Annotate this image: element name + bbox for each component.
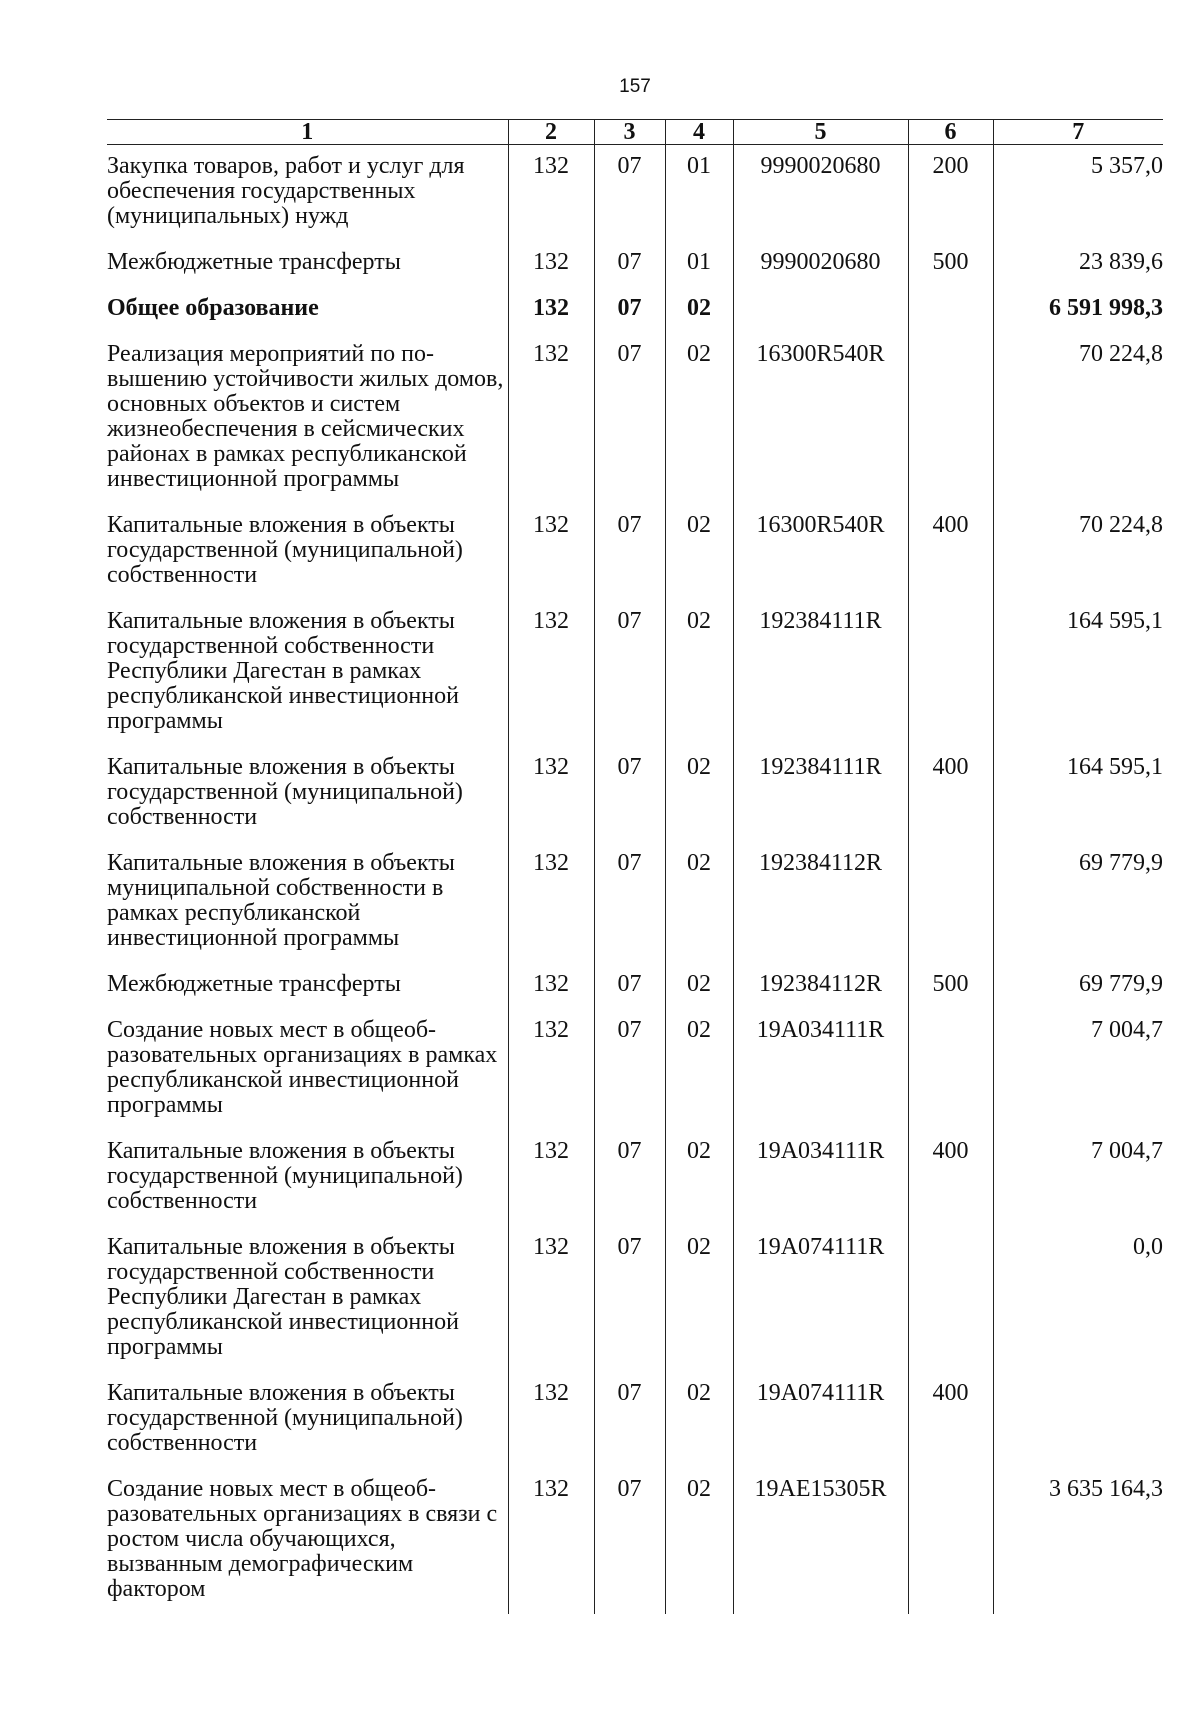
row-amount: 70 224,8 [993,504,1163,600]
row-code-2: 132 [508,963,594,1009]
row-name: Создание новых мест в общеобразовательных организациях в связи с ростом числа обучающихся, вызванным демографическим фактором [107,1476,498,1602]
row-amount: 164 595,1 [993,746,1163,842]
table-row [107,145,1163,242]
row-code-2: 132 [508,145,594,242]
row-amount [993,1372,1163,1468]
row-name: Капитальные вложения в объекты государственной (муниципальной) собственности [107,1380,463,1456]
column-header-6: 6 [908,120,993,145]
row-code-3: 07 [594,746,665,842]
row-amount: 7 004,7 [993,1009,1163,1130]
table-row [107,746,1163,842]
column-header-3: 3 [594,120,665,145]
table-row [107,1226,1163,1372]
column-header-7: 7 [993,120,1163,145]
budget-table [107,119,1163,1614]
row-code-4: 02 [665,842,733,963]
row-code-3: 07 [594,1226,665,1372]
row-amount: 69 779,9 [993,963,1163,1009]
table-row [107,241,1163,287]
row-code-5: 19A074111R [733,1372,908,1468]
row-code-3: 07 [594,1468,665,1614]
row-code-6: 500 [908,241,993,287]
row-code-6: 200 [908,145,993,242]
row-code-4: 01 [665,145,733,242]
row-code-2: 132 [508,600,594,746]
row-amount: 164 595,1 [993,600,1163,746]
row-code-4: 02 [665,1468,733,1614]
table-row [107,333,1163,504]
row-code-3: 07 [594,842,665,963]
row-amount: 3 635 164,3 [993,1468,1163,1614]
row-code-2: 132 [508,842,594,963]
row-amount: 70 224,8 [993,333,1163,504]
row-name: Капитальные вложения в объекты муниципальной собственности в рамках республиканской инвестиционной программы [107,850,455,951]
row-amount: 5 357,0 [993,145,1163,242]
row-code-4: 02 [665,1009,733,1130]
table-row [107,1468,1163,1614]
row-code-4: 02 [665,1226,733,1372]
table-row [107,504,1163,600]
row-code-5: 19A034111R [733,1009,908,1130]
row-name: Создание новых мест в общеобразовательных организациях в рамках республиканской инвестиционной программы [107,1017,498,1118]
row-code-3: 07 [594,1130,665,1226]
row-code-2: 132 [508,1226,594,1372]
row-code-6 [908,1468,993,1614]
row-code-4: 02 [665,1372,733,1468]
row-code-6 [908,600,993,746]
row-code-3: 07 [594,600,665,746]
row-code-5: 192384111R [733,600,908,746]
row-code-3: 07 [594,287,665,333]
row-code-6 [908,1009,993,1130]
row-code-4: 02 [665,600,733,746]
row-code-2: 132 [508,1372,594,1468]
row-code-5: 19AE15305R [733,1468,908,1614]
row-code-2: 132 [508,746,594,842]
row-name: Межбюджетные трансферты [107,971,401,997]
row-code-4: 02 [665,963,733,1009]
row-name: Капитальные вложения в объекты государственной собственности Республики Дагестан в рамках республиканской инвестиционной программы [107,1234,459,1360]
table-row [107,1372,1163,1468]
row-code-2: 132 [508,333,594,504]
row-code-2: 132 [508,1009,594,1130]
row-code-6: 400 [908,1130,993,1226]
row-code-4: 01 [665,241,733,287]
row-code-2: 132 [508,241,594,287]
column-header-1: 1 [107,120,508,145]
table-row [107,1130,1163,1226]
row-code-3: 07 [594,333,665,504]
header-row [107,120,1163,145]
row-name: Капитальные вложения в объекты государственной собственности Республики Дагестан в рамках республиканской инвестиционной программы [107,608,459,734]
row-amount: 7 004,7 [993,1130,1163,1226]
row-code-4: 02 [665,1130,733,1226]
row-code-4: 02 [665,746,733,842]
row-name: Капитальные вложения в объекты государственной (муниципальной) собственности [107,512,463,588]
column-header-5: 5 [733,120,908,145]
row-code-4: 02 [665,287,733,333]
row-code-6 [908,287,993,333]
row-code-5: 9990020680 [733,145,908,242]
row-code-3: 07 [594,1009,665,1130]
page-number: 157 [619,76,651,97]
row-code-4: 02 [665,504,733,600]
row-amount: 6 591 998,3 [993,287,1163,333]
row-code-3: 07 [594,963,665,1009]
row-code-2: 132 [508,1130,594,1226]
row-code-6: 400 [908,504,993,600]
table-row-section [107,287,1163,333]
row-code-2: 132 [508,287,594,333]
row-code-6 [908,1226,993,1372]
row-code-4: 02 [665,333,733,504]
table-row [107,963,1163,1009]
column-header-2: 2 [508,120,594,145]
row-code-5: 16300R540R [733,333,908,504]
row-code-5 [733,287,908,333]
table-row [107,600,1163,746]
row-code-2: 132 [508,1468,594,1614]
row-code-5: 192384112R [733,842,908,963]
row-code-3: 07 [594,1372,665,1468]
column-header-4: 4 [665,120,733,145]
row-code-3: 07 [594,504,665,600]
row-code-6: 400 [908,746,993,842]
row-code-6 [908,333,993,504]
row-code-5: 19A074111R [733,1226,908,1372]
table-row [107,842,1163,963]
row-code-5: 9990020680 [733,241,908,287]
row-code-5: 16300R540R [733,504,908,600]
row-name: Общее образование [107,295,319,321]
row-amount: 0,0 [993,1226,1163,1372]
row-code-5: 192384112R [733,963,908,1009]
row-name: Капитальные вложения в объекты государственной (муниципальной) собственности [107,754,463,830]
row-code-5: 192384111R [733,746,908,842]
row-code-6: 500 [908,963,993,1009]
row-code-5: 19A034111R [733,1130,908,1226]
row-code-3: 07 [594,145,665,242]
row-amount: 23 839,6 [993,241,1163,287]
row-name: Капитальные вложения в объекты государственной (муниципальной) собственности [107,1138,463,1214]
row-name: Реализация мероприятий по повышению устойчивости жилых домов, основных объектов и систем жизнеобеспечения в сейсмических районах в рамках республиканской инвестиционной программы [107,341,504,492]
table-row [107,1009,1163,1130]
row-name: Межбюджетные трансферты [107,249,401,275]
row-code-2: 132 [508,504,594,600]
row-code-6 [908,842,993,963]
row-name: Закупка товаров, работ и услуг для обеспечения государственных (муниципальных) нужд [107,153,465,229]
row-code-6: 400 [908,1372,993,1468]
row-amount: 69 779,9 [993,842,1163,963]
row-code-3: 07 [594,241,665,287]
